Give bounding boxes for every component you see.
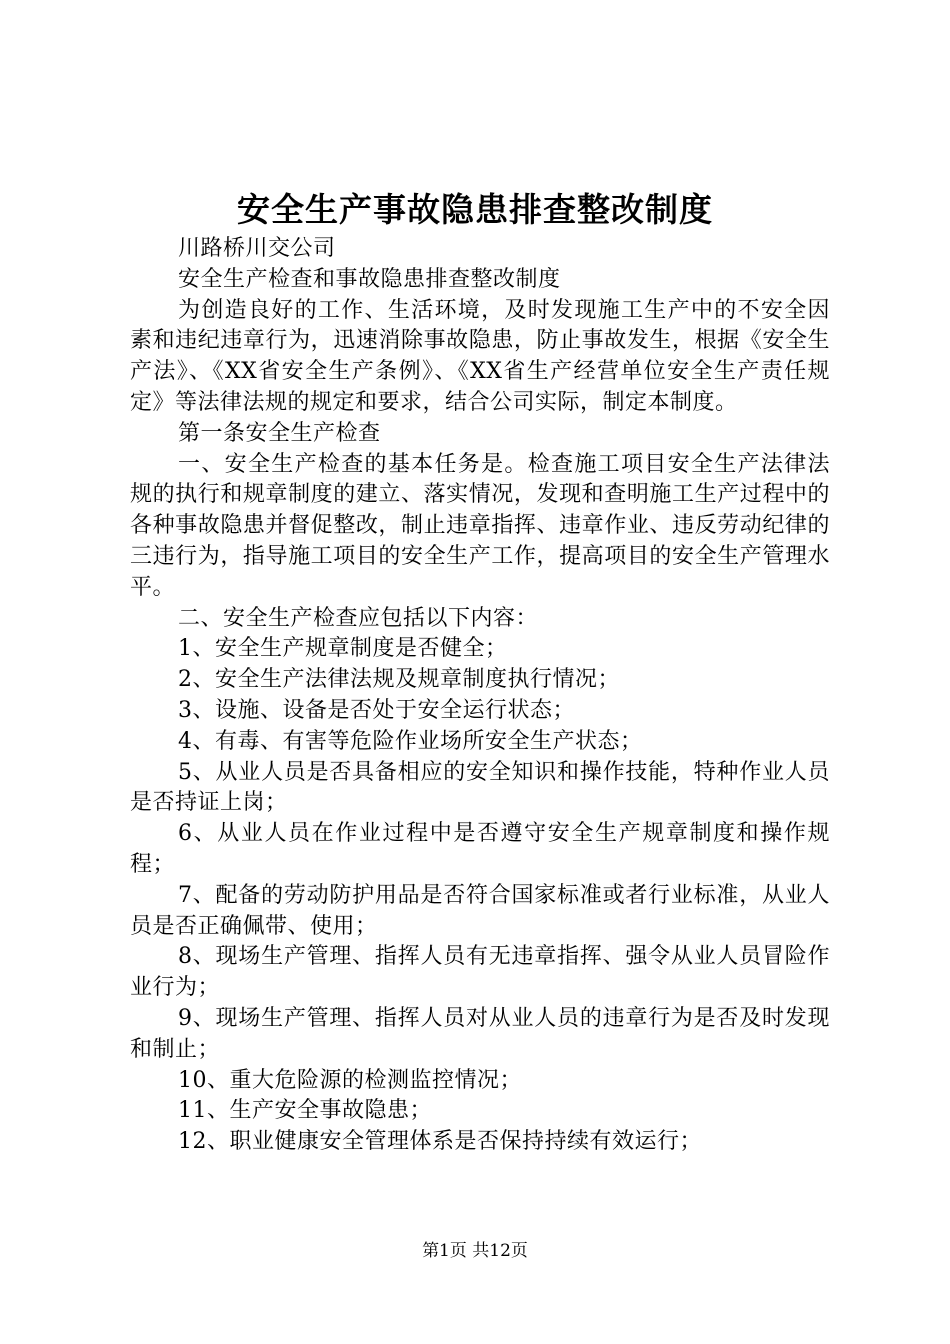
paragraph-company: 川路桥川交公司 xyxy=(178,236,336,261)
paragraph-article-1-heading: 第一条安全生产检查 xyxy=(178,420,381,446)
list-item: 7、配备的劳动防护用品是否符合国家标准或者行业标准，从业人员是否正确佩带、使用； xyxy=(130,882,830,939)
list-item: 4、有毒、有害等危险作业场所安全生产状态； xyxy=(178,728,643,754)
list-item: 8、现场生产管理、指挥人员有无违章指挥、强令从业人员冒险作业行为； xyxy=(130,944,830,1001)
list-item: 2、安全生产法律法规及规章制度执行情况； xyxy=(178,667,620,693)
page-number-footer: 第1页 共12页 xyxy=(422,1241,528,1261)
paragraph-content-intro: 二、安全生产检查应包括以下内容： xyxy=(178,605,539,631)
list-item: 12、职业健康安全管理体系是否保持持续有效运行； xyxy=(178,1129,702,1155)
paragraph-purpose: 为创造良好的工作、生活环境，及时发现施工生产中的不安全因素和违纪违章行为，迅速消除事故隐患，防止事故发生，根据《安全生产法》、《XX省安全生产条例》、《XX省生产经营单位安全生产责任规定》等法律法规的规定和要求，结合公司实际，制定本制度。 xyxy=(130,297,830,415)
paragraph-subtitle: 安全生产检查和事故隐患排查整改制度 xyxy=(178,266,561,292)
document-title: 安全生产事故隐患排查整改制度 xyxy=(237,190,713,229)
list-item: 11、生产安全事故隐患； xyxy=(178,1098,432,1124)
list-item: 5、从业人员是否具备相应的安全知识和操作技能，特种作业人员是否持证上岗； xyxy=(130,759,830,816)
list-item: 10、重大危险源的检测监控情况； xyxy=(178,1067,522,1093)
list-item: 6、从业人员在作业过程中是否遵守安全生产规章制度和操作规程； xyxy=(130,821,830,877)
list-item: 9、现场生产管理、指挥人员对从业人员的违章行为是否及时发现和制止； xyxy=(130,1005,830,1062)
document-body xyxy=(130,234,830,1158)
list-item: 1、安全生产规章制度是否健全； xyxy=(178,636,508,662)
list-item: 3、设施、设备是否处于安全运行状态； xyxy=(178,697,575,723)
paragraph-basic-task: 一、安全生产检查的基本任务是。检查施工项目安全生产法律法规的执行和规章制度的建立、落实情况，发现和查明施工生产过程中的各种事故隐患并督促整改，制止违章指挥、违章作业、违反劳动纪律的三违行为，指导施工项目的安全生产工作，提高项目的安全生产管理水平。 xyxy=(130,451,830,600)
